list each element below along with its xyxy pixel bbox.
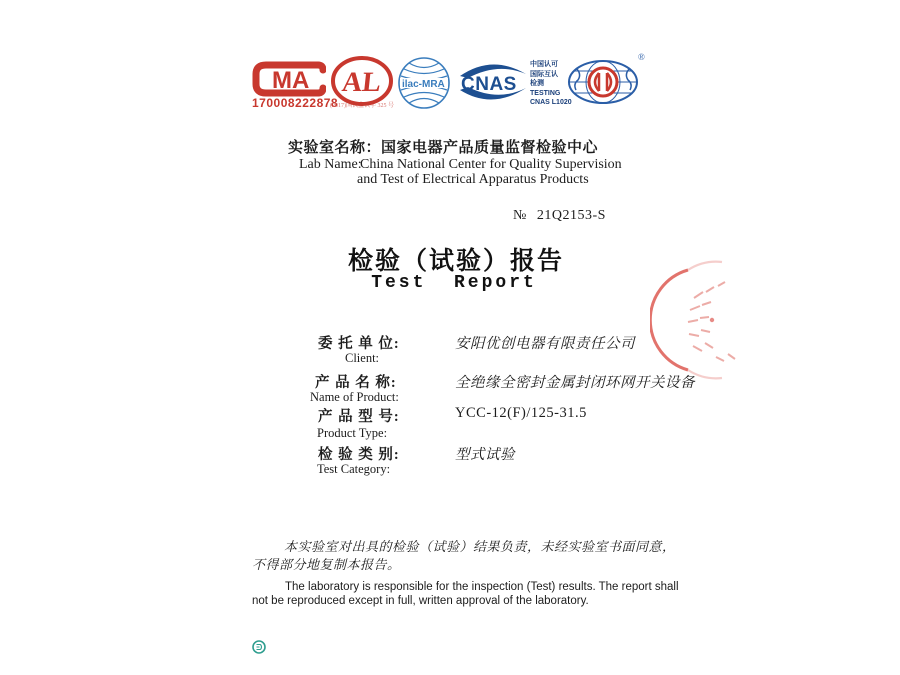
report-title-zh: 检验（试验）报告 (347, 246, 564, 275)
field-label-client-zh: 委 托 单 位: (318, 336, 400, 352)
field-label-product-type-zh: 产 品 型 号: (318, 409, 400, 425)
cnas-logo-icon (456, 60, 530, 109)
field-label-client-en: Client: (345, 351, 380, 365)
field-label-product-type-en: Product Type: (317, 426, 388, 440)
ilac-letters: ilac-MRA (402, 79, 445, 90)
ilac-mra-logo-icon (397, 56, 451, 115)
lab-name-en-line2: and Test of Electrical Apparatus Products (357, 172, 589, 187)
cma-cert-note: (2017)国认监认字 325 号 (330, 103, 394, 109)
cnas-text-line: CNAS L1020 (530, 99, 572, 106)
report-title-en: Test Report (371, 273, 537, 293)
watermark-logo-icon (252, 640, 266, 659)
al-letters: AL (340, 67, 383, 98)
cma-letters: MA (272, 67, 310, 94)
field-value-test-category: 型式试验 (455, 447, 515, 463)
cnas-text-line: 国际互认 (530, 70, 558, 78)
statement-zh-line1: 本实验室对出具的检验（试验）结果负责，未经实验室书面同意， (284, 539, 676, 554)
cnas-text-line: 检测 (530, 80, 544, 87)
cnas-text-line: TESTING (530, 89, 561, 97)
field-label-product-name-en: Name of Product: (310, 390, 399, 404)
red-seal-stamp (650, 258, 765, 388)
cnas-letters: CNAS (461, 74, 517, 95)
numero-sign: № (513, 208, 527, 223)
cnas-text-line: 中国认可 (530, 61, 558, 68)
statement-en-line2: not be reproduced except in full, written approval of the laboratory. (252, 595, 589, 607)
field-label-test-category-zh: 检 验 类 别: (318, 447, 400, 463)
globe-quality-logo-icon (566, 58, 640, 111)
statement-zh-line2: 不得部分地复制本报告。 (252, 557, 401, 572)
field-value-client: 安阳优创电器有限责任公司 (455, 336, 635, 352)
lab-name-en-line1: China National Center for Quality Supervision (360, 157, 622, 172)
cma-cert-number: 170008222878 (252, 96, 339, 110)
field-label-test-category-en: Test Category: (317, 462, 391, 476)
lab-name-en-label: Lab Name: (299, 157, 362, 172)
al-logo-icon (330, 55, 394, 112)
statement-en-line1: The laboratory is responsible for the inspection (Test) results. The report shall (285, 581, 679, 593)
field-value-product-name: 全绝缘全密封金属封闭环网开关设备 (455, 375, 695, 391)
report-number (513, 208, 606, 224)
field-label-product-name-zh: 产 品 名 称: (315, 375, 397, 391)
report-number-value: 21Q2153-S (536, 208, 606, 223)
field-value-product-type: YCC-12(F)/125-31.5 (455, 405, 587, 421)
lab-name-zh: 实验室名称：国家电器产品质量监督检验中心 (288, 138, 599, 156)
registered-trademark-symbol: ® (638, 52, 645, 62)
